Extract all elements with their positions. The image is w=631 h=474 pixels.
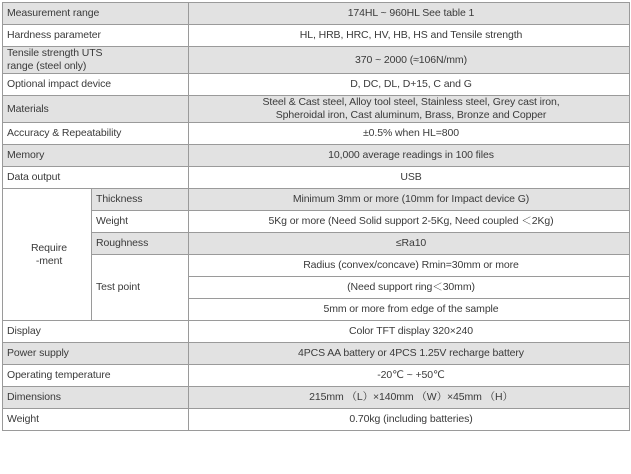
row-value: 215mm （L）×140mm （W）×45mm （H） bbox=[189, 387, 630, 409]
row-value: USB bbox=[189, 167, 630, 189]
row-label: Measurement range bbox=[3, 3, 189, 25]
table-row bbox=[3, 123, 630, 145]
row-value: 5mm or more from edge of the sample bbox=[189, 299, 630, 321]
row-value: Minimum 3mm or more (10mm for Impact device G) bbox=[189, 189, 630, 211]
spec-table bbox=[2, 2, 630, 431]
row-label-line: range (steel only) bbox=[7, 60, 87, 72]
sub-label: Thickness bbox=[92, 189, 189, 211]
requirement-label-line: -ment bbox=[35, 254, 63, 267]
row-label: Operating temperature bbox=[3, 365, 189, 387]
table-row bbox=[3, 409, 630, 431]
row-label-line: Tensile strength UTS bbox=[7, 47, 103, 59]
row-label: Weight bbox=[3, 409, 189, 431]
row-label: Data output bbox=[3, 167, 189, 189]
row-label: Materials bbox=[3, 96, 189, 123]
table-row bbox=[3, 25, 630, 47]
requirement-label-line: Require bbox=[30, 241, 68, 254]
row-value: ±0.5% when HL=800 bbox=[189, 123, 630, 145]
sub-label: Roughness bbox=[92, 233, 189, 255]
row-value: 5Kg or more (Need Solid support 2-5Kg, Need coupled ＜2Kg) bbox=[189, 211, 630, 233]
row-value bbox=[189, 96, 630, 123]
row-value: 370 ~ 2000 (≈106N/mm) bbox=[189, 47, 630, 74]
row-value: -20℃ ~ +50℃ bbox=[189, 365, 630, 387]
table-row bbox=[3, 233, 630, 255]
row-value: 174HL ~ 960HL See table 1 bbox=[189, 3, 630, 25]
table-row bbox=[3, 167, 630, 189]
row-label bbox=[3, 47, 189, 74]
row-value: 10,000 average readings in 100 files bbox=[189, 145, 630, 167]
table-row bbox=[3, 211, 630, 233]
table-row bbox=[3, 74, 630, 96]
row-value: Color TFT display 320×240 bbox=[189, 321, 630, 343]
row-label: Accuracy & Repeatability bbox=[3, 123, 189, 145]
row-value-line: Spheroidal iron, Cast aluminum, Brass, Bronze and Copper bbox=[275, 109, 547, 121]
table-row bbox=[3, 343, 630, 365]
row-label: Hardness parameter bbox=[3, 25, 189, 47]
table-row bbox=[3, 387, 630, 409]
row-value: Radius (convex/concave) Rmin=30mm or more bbox=[189, 255, 630, 277]
row-value: HL, HRB, HRC, HV, HB, HS and Tensile strength bbox=[189, 25, 630, 47]
sub-label: Weight bbox=[92, 211, 189, 233]
requirement-label bbox=[3, 189, 92, 321]
sub-label: Test point bbox=[92, 255, 189, 321]
row-label: Power supply bbox=[3, 343, 189, 365]
table-row bbox=[3, 189, 630, 211]
table-row bbox=[3, 321, 630, 343]
row-value: 4PCS AA battery or 4PCS 1.25V recharge battery bbox=[189, 343, 630, 365]
row-label: Display bbox=[3, 321, 189, 343]
row-value: D, DC, DL, D+15, C and G bbox=[189, 74, 630, 96]
table-row bbox=[3, 255, 630, 277]
row-value: ≤Ra10 bbox=[189, 233, 630, 255]
row-value-line: Steel & Cast steel, Alloy tool steel, Stainless steel, Grey cast iron, bbox=[262, 96, 560, 108]
row-value: (Need support ring＜30mm) bbox=[189, 277, 630, 299]
table-row bbox=[3, 96, 630, 123]
table-row bbox=[3, 3, 630, 25]
table-row bbox=[3, 47, 630, 74]
row-label: Dimensions bbox=[3, 387, 189, 409]
row-label: Memory bbox=[3, 145, 189, 167]
table-row bbox=[3, 365, 630, 387]
row-value: 0.70kg (including batteries) bbox=[189, 409, 630, 431]
table-row bbox=[3, 145, 630, 167]
row-label: Optional impact device bbox=[3, 74, 189, 96]
